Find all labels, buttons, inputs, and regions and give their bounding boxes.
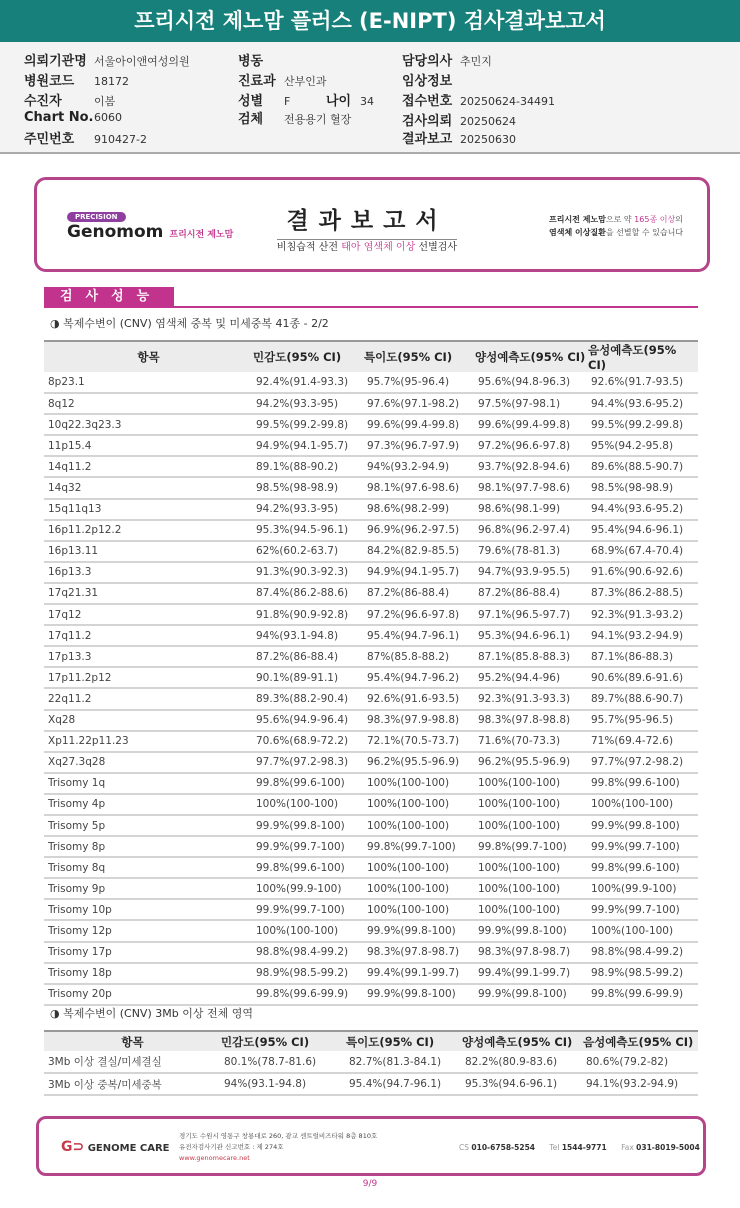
metric-cell: 99.9%(99.8-100): [364, 984, 475, 1005]
metric-cell: 72.1%(70.5-73.7): [364, 731, 475, 752]
metric-cell: 94%(93.2-94.9): [364, 456, 475, 477]
dept-value: 산부인과: [284, 75, 327, 88]
row-item: Trisomy 4p: [44, 794, 253, 815]
metric-cell: 80.1%(78.7-81.6): [221, 1051, 346, 1073]
table-row: [44, 583, 698, 604]
table-row: [44, 646, 698, 667]
column-header: 양성예측도(95% CI): [462, 1031, 583, 1051]
metric-cell: 94.4%(93.6-95.2): [588, 499, 698, 520]
metric-cell: 87.1%(86-88.3): [588, 646, 698, 667]
receipt-value: 20250624-34491: [460, 95, 555, 108]
tagline-text-2: 을 선별할 수 있습니다: [605, 228, 684, 237]
metric-cell: 98.1%(97.6-98.6): [364, 477, 475, 498]
table-row: [44, 899, 698, 920]
metric-cell: 70.6%(68.9-72.2): [253, 731, 364, 752]
metric-cell: 99.8%(99.6-99.9): [253, 984, 364, 1005]
metric-cell: 79.6%(78-81.3): [475, 541, 588, 562]
row-item: 16p11.2p12.2: [44, 520, 253, 541]
column-header: 특이도(95% CI): [364, 341, 475, 372]
table-row: [44, 1051, 698, 1073]
metric-cell: 95.3%(94.5-96.1): [253, 520, 364, 541]
row-item: Trisomy 10p: [44, 899, 253, 920]
metric-cell: 98.6%(98.1-99): [475, 499, 588, 520]
metric-cell: 98.5%(98-98.9): [588, 477, 698, 498]
metric-cell: 87.1%(85.8-88.3): [475, 646, 588, 667]
age-label: 나이: [326, 94, 352, 109]
metric-cell: 99.5%(99.2-99.8): [253, 414, 364, 435]
metric-cell: 98.8%(98.4-99.2): [253, 942, 364, 963]
metric-cell: 95.4%(94.7-96.1): [364, 625, 475, 646]
metric-cell: 98.1%(97.7-98.6): [475, 477, 588, 498]
chart-label: Chart No.: [24, 110, 94, 125]
metric-cell: 100%(100-100): [364, 899, 475, 920]
metric-cell: 90.6%(89.6-91.6): [588, 667, 698, 688]
metric-cell: 87.4%(86.2-88.6): [253, 583, 364, 604]
metric-cell: 82.2%(80.9-83.6): [462, 1051, 583, 1073]
metric-cell: 87.2%(86-88.4): [253, 646, 364, 667]
metric-cell: 100%(100-100): [364, 878, 475, 899]
cs-label: CS: [459, 1143, 469, 1152]
metric-cell: 94.2%(93.3-95): [253, 499, 364, 520]
footer-address-block: [179, 1131, 377, 1164]
subtitle-highlight: 태아 염색체 이상: [341, 242, 416, 253]
banner-tagline: [549, 213, 683, 239]
metric-cell: 97.2%(96.6-97.8): [364, 604, 475, 625]
metric-cell: 99.9%(99.7-100): [588, 836, 698, 857]
brand-kr: 프리시전 제노맘: [169, 230, 234, 240]
request-value: 20250624: [460, 115, 516, 128]
banner-subtitle: [257, 238, 477, 253]
column-header: 항목: [44, 1031, 221, 1051]
doctor-label: 담당의사: [402, 54, 453, 69]
metric-cell: 91.3%(90.3-92.3): [253, 562, 364, 583]
metric-cell: 94%(93.1-94.8): [253, 625, 364, 646]
metric-cell: 97.5%(97-98.1): [475, 393, 588, 414]
row-item: Xq28: [44, 710, 253, 731]
metric-cell: 99.9%(99.8-100): [253, 815, 364, 836]
metric-cell: 98.8%(98.4-99.2): [588, 942, 698, 963]
report-date-label: 결과보고: [402, 132, 453, 147]
metric-cell: 92.3%(91.3-93.2): [588, 604, 698, 625]
specimen-label: 검체: [238, 112, 264, 127]
row-item: 16p13.11: [44, 541, 253, 562]
row-item: 17q21.31: [44, 583, 253, 604]
row-item: Trisomy 17p: [44, 942, 253, 963]
metric-cell: 92.3%(91.3-93.3): [475, 688, 588, 709]
table-row: [44, 878, 698, 899]
table-row: [44, 1073, 698, 1095]
metric-cell: 99.8%(99.6-100): [588, 773, 698, 794]
request-label: 검사의뢰: [402, 114, 453, 129]
row-item: 14q32: [44, 477, 253, 498]
metric-cell: 100%(100-100): [475, 899, 588, 920]
metric-cell: 97.3%(96.7-97.9): [364, 435, 475, 456]
metric-cell: 92.6%(91.6-93.5): [364, 688, 475, 709]
metric-cell: 95.7%(95-96.4): [364, 372, 475, 393]
metric-cell: 94.4%(93.6-95.2): [588, 393, 698, 414]
table-row: [44, 625, 698, 646]
metric-cell: 87.2%(86-88.4): [475, 583, 588, 604]
metric-cell: 97.1%(96.5-97.7): [475, 604, 588, 625]
metric-cell: 100%(100-100): [364, 857, 475, 878]
genome-care-name: GENOME CARE: [87, 1143, 170, 1154]
metric-cell: 97.7%(97.2-98.2): [588, 752, 698, 773]
row-item: 17p13.3: [44, 646, 253, 667]
performance-table-cnv-3mb: [44, 1030, 698, 1096]
brand-name: Genomom: [67, 222, 164, 242]
table-row: [44, 520, 698, 541]
metric-cell: 98.3%(97.8-98.8): [475, 710, 588, 731]
column-header: 특이도(95% CI): [346, 1031, 462, 1051]
patient-label: 수진자: [24, 94, 62, 109]
metric-cell: 94.1%(93.2-94.9): [588, 625, 698, 646]
row-item: 17q11.2: [44, 625, 253, 646]
report-title: 프리시전 제노맘 플러스 (E-NIPT) 검사결과보고서: [0, 0, 740, 42]
sex-label: 성별: [238, 94, 264, 109]
tagline-bold-1: 프리시전 제노맘: [549, 215, 606, 224]
patient-info-panel: [0, 42, 740, 154]
metric-cell: 99.6%(99.4-99.8): [364, 414, 475, 435]
doctor-value: 추민지: [460, 55, 492, 68]
row-item: Trisomy 8q: [44, 857, 253, 878]
metric-cell: 99.8%(99.6-100): [253, 857, 364, 878]
receipt-label: 접수번호: [402, 94, 453, 109]
metric-cell: 91.6%(90.6-92.6): [588, 562, 698, 583]
id-label: 주민번호: [24, 132, 75, 147]
subtitle-post: 선별검사: [415, 242, 458, 253]
genomom-logo: [67, 222, 233, 242]
metric-cell: 94.1%(93.2-94.9): [583, 1073, 698, 1095]
metric-cell: 99.8%(99.6-99.9): [588, 984, 698, 1005]
metric-cell: 95.3%(94.6-96.1): [462, 1073, 583, 1095]
footer-box: [36, 1116, 706, 1176]
metric-cell: 99.9%(99.8-100): [475, 920, 588, 941]
metric-cell: 95.6%(94.8-96.3): [475, 372, 588, 393]
metric-cell: 98.9%(98.5-99.2): [588, 963, 698, 984]
metric-cell: 100%(100-100): [475, 773, 588, 794]
metric-cell: 100%(100-100): [253, 794, 364, 815]
id-value: 910427-2: [94, 133, 147, 146]
metric-cell: 80.6%(79.2-82): [583, 1051, 698, 1073]
table-row: [44, 688, 698, 709]
metric-cell: 99.4%(99.1-99.7): [475, 963, 588, 984]
specimen-value: 전용용기 혈장: [284, 113, 352, 126]
metric-cell: 96.2%(95.5-96.9): [364, 752, 475, 773]
sex-value: F: [284, 95, 291, 108]
metric-cell: 95.6%(94.9-96.4): [253, 710, 364, 731]
patient-value: 이봄: [94, 95, 116, 108]
ward-label: 병동: [238, 54, 264, 69]
report-date-value: 20250630: [460, 133, 516, 146]
metric-cell: 95.4%(94.7-96.1): [346, 1073, 462, 1095]
metric-cell: 94.9%(94.1-95.7): [253, 435, 364, 456]
metric-cell: 94%(93.1-94.8): [221, 1073, 346, 1095]
metric-cell: 68.9%(67.4-70.4): [588, 541, 698, 562]
row-item: Trisomy 20p: [44, 984, 253, 1005]
metric-cell: 89.1%(88-90.2): [253, 456, 364, 477]
clinical-label: 임상정보: [402, 74, 453, 89]
metric-cell: 99.9%(99.8-100): [475, 984, 588, 1005]
table-row: [44, 731, 698, 752]
table-row: [44, 984, 698, 1005]
table-row: [44, 752, 698, 773]
metric-cell: 97.2%(96.6-97.8): [475, 435, 588, 456]
metric-cell: 62%(60.2-63.7): [253, 541, 364, 562]
metric-cell: 98.5%(98-98.9): [253, 477, 364, 498]
metric-cell: 84.2%(82.9-85.5): [364, 541, 475, 562]
metric-cell: 99.9%(99.7-100): [253, 836, 364, 857]
row-item: 10q22.3q23.3: [44, 414, 253, 435]
row-item: 8q12: [44, 393, 253, 414]
metric-cell: 100%(100-100): [588, 920, 698, 941]
table-row: [44, 372, 698, 393]
row-item: Trisomy 12p: [44, 920, 253, 941]
row-item: Trisomy 5p: [44, 815, 253, 836]
metric-cell: 99.8%(99.7-100): [364, 836, 475, 857]
genome-care-logo: [61, 1139, 170, 1155]
metric-cell: 100%(100-100): [475, 794, 588, 815]
metric-cell: 99.4%(99.1-99.7): [364, 963, 475, 984]
metric-cell: 99.9%(99.7-100): [588, 899, 698, 920]
metric-cell: 98.6%(98.2-99): [364, 499, 475, 520]
tel-label: Tel: [549, 1143, 560, 1152]
row-item: Trisomy 1q: [44, 773, 253, 794]
precision-badge: PRECISION: [67, 212, 126, 222]
table-row: [44, 562, 698, 583]
metric-cell: 100%(100-100): [253, 920, 364, 941]
metric-cell: 95.7%(95-96.5): [588, 710, 698, 731]
metric-cell: 92.6%(91.7-93.5): [588, 372, 698, 393]
row-item: 11p15.4: [44, 435, 253, 456]
metric-cell: 99.9%(99.7-100): [253, 899, 364, 920]
section-divider: [44, 306, 698, 308]
row-item: Trisomy 8p: [44, 836, 253, 857]
row-item: 17p11.2p12: [44, 667, 253, 688]
metric-cell: 97.6%(97.1-98.2): [364, 393, 475, 414]
metric-cell: 99.9%(99.8-100): [588, 815, 698, 836]
table-row: [44, 963, 698, 984]
fax-label: Fax: [621, 1143, 634, 1152]
row-item: Xq27.3q28: [44, 752, 253, 773]
metric-cell: 97.7%(97.2-98.3): [253, 752, 364, 773]
metric-cell: 94.7%(93.9-95.5): [475, 562, 588, 583]
metric-cell: 99.9%(99.8-100): [364, 920, 475, 941]
metric-cell: 94.2%(93.3-95): [253, 393, 364, 414]
section-title: 검사성능: [44, 287, 174, 307]
metric-cell: 95.4%(94.6-96.1): [588, 520, 698, 541]
column-header: 음성예측도(95% CI): [588, 341, 698, 372]
table-row: [44, 836, 698, 857]
row-item: 22q11.2: [44, 688, 253, 709]
metric-cell: 100%(100-100): [475, 878, 588, 899]
row-item: 15q11q13: [44, 499, 253, 520]
metric-cell: 98.3%(97.8-98.7): [364, 942, 475, 963]
metric-cell: 94.9%(94.1-95.7): [364, 562, 475, 583]
table-row: [44, 541, 698, 562]
metric-cell: 93.7%(92.8-94.6): [475, 456, 588, 477]
table-row: [44, 773, 698, 794]
column-header: 민감도(95% CI): [253, 341, 364, 372]
metric-cell: 99.8%(99.7-100): [475, 836, 588, 857]
metric-cell: 95.2%(94.4-96): [475, 667, 588, 688]
metric-cell: 71%(69.4-72.6): [588, 731, 698, 752]
metric-cell: 99.8%(99.6-100): [588, 857, 698, 878]
metric-cell: 98.3%(97.9-98.8): [364, 710, 475, 731]
metric-cell: 90.1%(89-91.1): [253, 667, 364, 688]
institution-label: 의뢰기관명: [24, 54, 87, 69]
row-item: 17q12: [44, 604, 253, 625]
tagline-highlight: 165종 이상: [634, 215, 676, 224]
metric-cell: 87.2%(86-88.4): [364, 583, 475, 604]
column-header: 항목: [44, 341, 253, 372]
cs-number: 010-6758-5254: [471, 1143, 536, 1152]
metric-cell: 87%(85.8-88.2): [364, 646, 475, 667]
metric-cell: 95%(94.2-95.8): [588, 435, 698, 456]
metric-cell: 95.4%(94.7-96.2): [364, 667, 475, 688]
hospital-code-label: 병원코드: [24, 74, 75, 89]
row-item: Trisomy 18p: [44, 963, 253, 984]
report-banner: [34, 177, 710, 272]
metric-cell: 100%(99.9-100): [253, 878, 364, 899]
metric-cell: 100%(100-100): [364, 794, 475, 815]
fax-number: 031-8019-5004: [636, 1143, 700, 1152]
footer-url[interactable]: www.genomecare.net: [179, 1154, 250, 1162]
row-item: Xp11.22p11.23: [44, 731, 253, 752]
column-header: 양성예측도(95% CI): [475, 341, 588, 372]
table-row: [44, 477, 698, 498]
metric-cell: 99.5%(99.2-99.8): [588, 414, 698, 435]
table-row: [44, 920, 698, 941]
metric-cell: 100%(99.9-100): [588, 878, 698, 899]
tagline-bold-2: 염색체 이상질환: [549, 228, 606, 237]
column-header: 민감도(95% CI): [221, 1031, 346, 1051]
tagline-text-1: 으로 약: [605, 215, 635, 224]
metric-cell: 92.4%(91.4-93.3): [253, 372, 364, 393]
metric-cell: 99.6%(99.4-99.8): [475, 414, 588, 435]
institution-value: 서울아이앤여성의원: [94, 55, 190, 68]
footer-registration: 유전자검사기관 신고번호 : 제 274호: [179, 1143, 284, 1151]
table-row: [44, 414, 698, 435]
table-row: [44, 710, 698, 731]
age-value: 34: [360, 95, 374, 108]
table-row: [44, 393, 698, 414]
table-row: [44, 456, 698, 477]
table-row: [44, 435, 698, 456]
metric-cell: 100%(100-100): [475, 815, 588, 836]
metric-cell: 96.9%(96.2-97.5): [364, 520, 475, 541]
subtitle-pre: 비침습적 산전: [276, 242, 342, 253]
metric-cell: 96.2%(95.5-96.9): [475, 752, 588, 773]
banner-title: 결과보고서: [277, 202, 457, 240]
metric-cell: 96.8%(96.2-97.4): [475, 520, 588, 541]
row-item: Trisomy 9p: [44, 878, 253, 899]
table-row: [44, 667, 698, 688]
table2-caption: ◑ 복제수변이 (CNV) 3Mb 이상 전체 영역: [50, 1007, 253, 1020]
column-header: 음성예측도(95% CI): [583, 1031, 698, 1051]
metric-cell: 89.7%(88.6-90.7): [588, 688, 698, 709]
gc-logo-icon: G⊃: [61, 1139, 85, 1155]
row-item: 16p13.3: [44, 562, 253, 583]
metric-cell: 100%(100-100): [364, 815, 475, 836]
table-row: [44, 942, 698, 963]
chart-value: 6060: [94, 111, 122, 124]
metric-cell: 100%(100-100): [364, 773, 475, 794]
tagline-end-1: 의: [675, 215, 683, 224]
metric-cell: 91.8%(90.9-92.8): [253, 604, 364, 625]
table-row: [44, 499, 698, 520]
metric-cell: 89.6%(88.5-90.7): [588, 456, 698, 477]
row-item: 3Mb 이상 중복/미세중복: [44, 1073, 221, 1095]
metric-cell: 98.3%(97.8-98.7): [475, 942, 588, 963]
metric-cell: 100%(100-100): [588, 794, 698, 815]
table-row: [44, 604, 698, 625]
dept-label: 진료과: [238, 74, 276, 89]
table-row: [44, 815, 698, 836]
metric-cell: 98.9%(98.5-99.2): [253, 963, 364, 984]
table1-caption: ◑ 복제수변이 (CNV) 염색체 중복 및 미세중복 41종 - 2/2: [50, 317, 329, 330]
footer-address: 경기도 수원시 영통구 창룡대로 260, 광교 센트럴비즈타워 8층 810호: [179, 1132, 378, 1140]
metric-cell: 100%(100-100): [475, 857, 588, 878]
table-row: [44, 794, 698, 815]
row-item: 14q11.2: [44, 456, 253, 477]
metric-cell: 95.3%(94.6-96.1): [475, 625, 588, 646]
row-item: 3Mb 이상 결실/미세결실: [44, 1051, 221, 1073]
page-number: 9/9: [362, 1179, 378, 1189]
metric-cell: 71.6%(70-73.3): [475, 731, 588, 752]
metric-cell: 99.8%(99.6-100): [253, 773, 364, 794]
metric-cell: 87.3%(86.2-88.5): [588, 583, 698, 604]
row-item: 8p23.1: [44, 372, 253, 393]
metric-cell: 82.7%(81.3-84.1): [346, 1051, 462, 1073]
tel-number: 1544-9771: [561, 1143, 607, 1152]
footer-contacts: [459, 1143, 712, 1152]
hospital-code-value: 18172: [94, 75, 129, 88]
metric-cell: 89.3%(88.2-90.4): [253, 688, 364, 709]
table-row: [44, 857, 698, 878]
performance-table-cnv-41: [44, 340, 698, 1006]
